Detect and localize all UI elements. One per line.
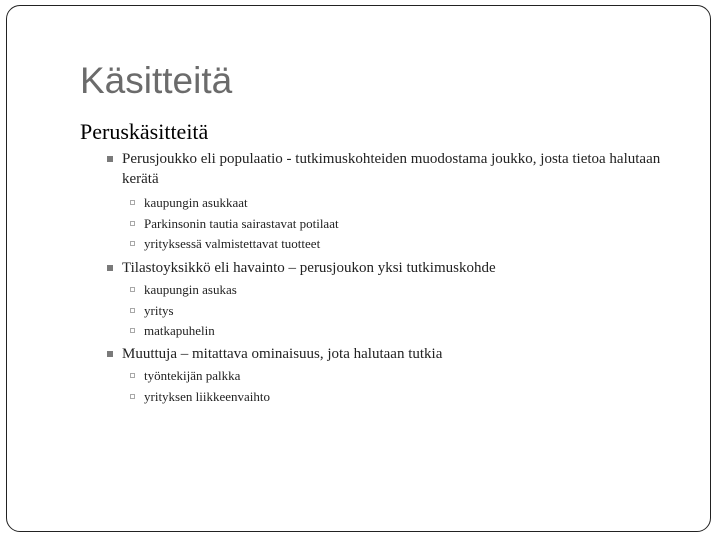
hollow-square-bullet-icon — [130, 200, 135, 205]
bullet-text: Perusjoukko eli populaatio - tutkimuskohteiden muodostama joukko, josta tietoa halutaan kerätä — [122, 151, 661, 187]
hollow-square-bullet-icon — [130, 373, 135, 378]
bullet-item — [122, 345, 682, 365]
sub-bullet-item — [144, 321, 720, 342]
hollow-square-bullet-icon — [130, 394, 135, 399]
hollow-square-bullet-icon — [130, 328, 135, 333]
sub-bullet-text: yrityksen liikkeenvaihto — [144, 388, 271, 404]
bullet-list — [0, 150, 720, 407]
sub-bullet-item — [144, 301, 720, 322]
bullet-group — [0, 345, 720, 408]
sub-bullet-item — [144, 387, 720, 408]
hollow-square-bullet-icon — [130, 308, 135, 313]
sub-bullet-item — [144, 234, 720, 255]
bullet-group — [0, 150, 720, 255]
sub-bullet-item — [144, 366, 720, 387]
sub-bullet-text: yrityksessä valmistettavat tuotteet — [144, 236, 321, 251]
sub-bullet-item — [144, 214, 720, 235]
slide-title: Käsitteitä — [80, 60, 233, 101]
sub-bullet-text: työntekijän palkka — [144, 368, 241, 383]
sub-bullet-text: kaupungin asukkaat — [144, 195, 248, 210]
bullet-item — [122, 150, 682, 189]
sub-bullet-item — [144, 193, 720, 214]
hollow-square-bullet-icon — [130, 287, 135, 292]
square-bullet-icon — [107, 265, 113, 271]
sub-bullet-text: yritys — [144, 302, 174, 318]
bullet-text: Muuttuja – mitattava ominaisuus, jota halutaan tutkia — [122, 345, 443, 362]
bullet-group — [0, 259, 720, 342]
sub-bullet-text: matkapuhelin — [144, 323, 215, 338]
slide-subtitle: Peruskäsitteitä — [80, 119, 209, 144]
bullet-text: Tilastoyksikkö eli havainto – perusjoukon yksi tutkimuskohde — [122, 259, 496, 276]
sub-bullet-item — [144, 280, 720, 301]
sub-bullet-text: kaupungin asukas — [144, 282, 237, 297]
square-bullet-icon — [107, 156, 113, 162]
square-bullet-icon — [107, 351, 113, 357]
hollow-square-bullet-icon — [130, 221, 135, 226]
sub-bullet-text: Parkinsonin tautia sairastavat potilaat — [144, 215, 339, 231]
bullet-item — [122, 259, 682, 279]
hollow-square-bullet-icon — [130, 241, 135, 246]
